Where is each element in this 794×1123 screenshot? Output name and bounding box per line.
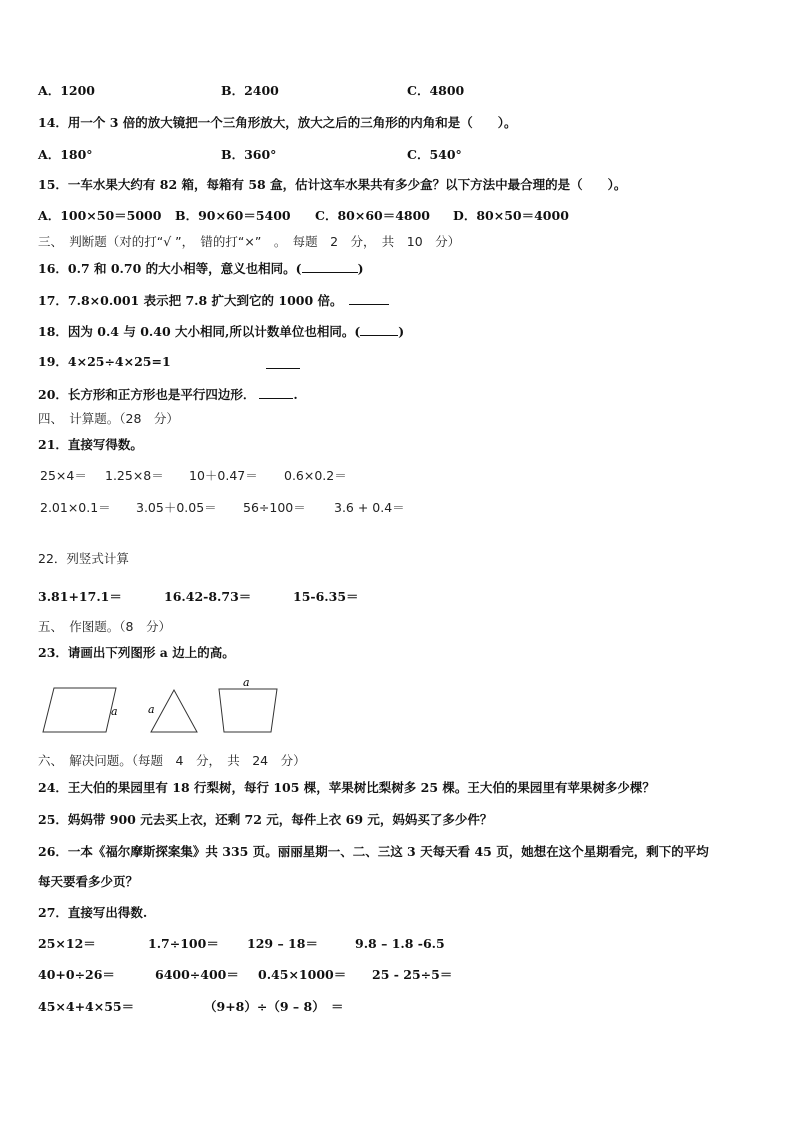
q27-item: 25 - 25÷5＝ — [372, 967, 453, 982]
q13-option-a: A．1200 — [38, 83, 95, 98]
q20 — [38, 386, 298, 403]
trapezoid-shape[interactable] — [219, 689, 277, 732]
q18-close: ) — [398, 324, 405, 339]
q15-option-a: A．100×50＝5000 — [38, 208, 162, 223]
q20-text: 20．长方形和正方形也是平行四边形． — [38, 387, 256, 402]
q27-item: 25×12＝ — [38, 936, 96, 951]
q17 — [38, 292, 389, 309]
q16-close: ) — [357, 261, 364, 276]
q21-item: 56÷100＝ — [243, 500, 306, 515]
q15-option-d: D．80×50＝4000 — [453, 208, 569, 223]
q22-stem: 22．列竖式计算 — [38, 551, 129, 566]
parallelogram-label-a: a — [111, 705, 118, 718]
q27-item: 45×4+4×55＝ — [38, 999, 135, 1014]
q21-item: 25×4＝ — [40, 468, 87, 483]
q15-option-b: B．90×60＝5400 — [175, 208, 291, 223]
q21-item: 3.05＋0.05＝ — [136, 500, 217, 515]
q19-answer-blank[interactable] — [266, 356, 300, 369]
q22-item: 16.42-8.73＝ — [164, 589, 252, 604]
q27-item: （9+8）÷（9 – 8） ＝ — [204, 999, 344, 1014]
q21-item: 2.01×0.1＝ — [40, 500, 111, 515]
q16-text: 16．0.7 和 0.70 的大小相等，意义也相同。( — [38, 261, 302, 276]
q17-text: 17．7.8×0.001 表示把 7.8 扩大到它的 1000 倍。 — [38, 293, 343, 308]
q21-item: 3.6 + 0.4＝ — [334, 500, 405, 515]
q16 — [38, 260, 363, 277]
q27-stem: 27．直接写出得数. — [38, 905, 148, 920]
q27-item: 129 – 18＝ — [247, 936, 318, 951]
q23-figures — [38, 678, 288, 738]
q14-stem: 14．用一个 3 倍的放大镜把一个三角形放大，放大之后的三角形的内角和是（ ）。 — [38, 115, 517, 130]
q21-item: 10＋0.47＝ — [189, 468, 258, 483]
q15-stem: 15．一车水果大约有 82 箱，每箱有 58 盒，估计这车水果共有多少盒？以下方法中最合理的是（ ）。 — [38, 177, 627, 192]
q19 — [38, 354, 171, 370]
q16-answer-blank[interactable] — [302, 260, 358, 273]
triangle-label-a: a — [148, 703, 155, 716]
q18-answer-blank[interactable] — [360, 323, 398, 336]
q15-option-c: C．80×60＝4800 — [315, 208, 431, 223]
q13-option-c: C．4800 — [407, 83, 465, 98]
q13-option-b: B．2400 — [221, 83, 279, 98]
q23-stem: 23．请画出下列图形 a 边上的高。 — [38, 645, 235, 660]
q24: 24．王大伯的果园里有 18 行梨树，每行 105 棵，苹果树比梨树多 25 棵。王大伯的果园里有苹果树多少棵？ — [38, 780, 655, 795]
triangle-shape[interactable] — [151, 690, 197, 732]
q20-end: . — [293, 387, 298, 402]
q20-answer-blank[interactable] — [259, 386, 293, 399]
section6-title: 六、 解决问题。（每题 4 分， 共 24 分） — [38, 753, 306, 768]
q22-item: 15-6.35＝ — [293, 589, 359, 604]
q19-text: 19．4×25÷4×25=1 — [38, 354, 171, 369]
q26-line1: 26．一本《福尔摩斯探案集》共 335 页。丽丽星期一、二、三这 3 天每天看 45 页，她想在这个星期看完，剩下的平均 — [38, 844, 709, 859]
q27-item: 1.7÷100＝ — [148, 936, 219, 951]
section3-title: 三、 判断题（对的打“√ ”， 错的打“×” 。 每题 2 分， 共 10 分） — [38, 234, 461, 249]
trapezoid-label-a: a — [243, 678, 250, 689]
section5-title: 五、 作图题。（8 分） — [38, 619, 171, 634]
q27-item: 40+0÷26＝ — [38, 967, 115, 982]
section4-title: 四、 计算题。（28 分） — [38, 411, 179, 426]
q14-option-c: C．540° — [407, 147, 462, 162]
parallelogram-shape[interactable] — [43, 688, 116, 732]
q27-item: 9.8 – 1.8 -6.5 — [355, 936, 445, 951]
q25: 25．妈妈带 900 元去买上衣，还剩 72 元，每件上衣 69 元，妈妈买了多少件？ — [38, 812, 493, 827]
q27-item: 0.45×1000＝ — [258, 967, 347, 982]
q21-item: 0.6×0.2＝ — [284, 468, 347, 483]
q22-item: 3.81+17.1＝ — [38, 589, 122, 604]
q27-item: 6400÷400＝ — [155, 967, 239, 982]
q18-text: 18．因为 0.4 与 0.40 大小相同,所以计数单位也相同。( — [38, 324, 361, 339]
q14-option-b: B．360° — [221, 147, 277, 162]
q14-option-a: A．180° — [38, 147, 93, 162]
q21-stem: 21．直接写得数。 — [38, 437, 143, 452]
q17-answer-blank[interactable] — [349, 292, 389, 305]
q18 — [38, 323, 404, 340]
q26-line2: 每天要看多少页？ — [38, 874, 139, 889]
q21-item: 1.25×8＝ — [105, 468, 164, 483]
